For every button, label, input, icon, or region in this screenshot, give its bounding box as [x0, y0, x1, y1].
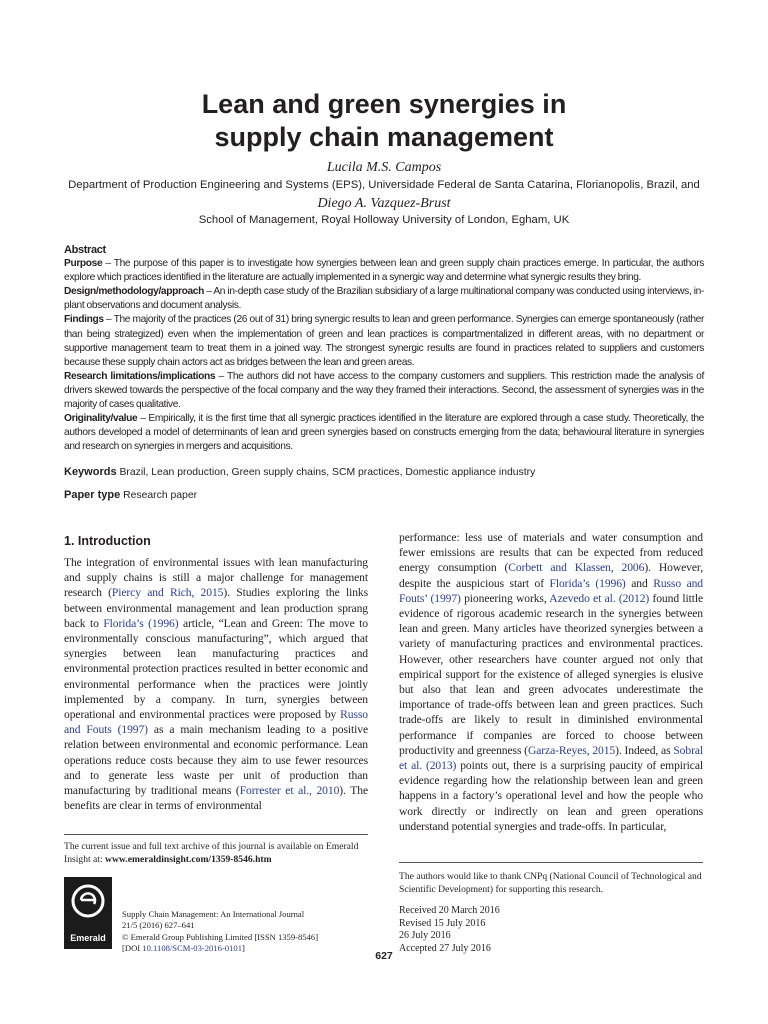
abstract-purpose	[64, 257, 704, 285]
originality-label: Originality/value	[64, 413, 138, 425]
archive-note-text: The current issue and full text archive of this journal is available on Emerald Insight at:	[64, 841, 359, 865]
logo-wordmark: Emerald	[70, 933, 106, 943]
publisher-logo	[64, 877, 112, 949]
abstract-limitations	[64, 370, 704, 412]
affiliation-1: Department of Production Engineering and Systems (EPS), Universidade Federal de Santa Catarina, Florianopolis, Brazil, and	[68, 179, 700, 191]
citation-link[interactable]: Garza-Reyes, 2015	[527, 743, 616, 757]
findings-label: Findings	[64, 314, 104, 326]
author-2: Diego A. Vazquez-Brust	[317, 196, 451, 211]
keywords-label: Keywords	[64, 466, 117, 478]
limitations-text: – The authors did not have access to the company customers and suppliers. This restriction made the analysis of drivers skewed towards the perspective of the focal company and the way they framed their interactions. Second, the assessment of synergies was in the majority of cases qualitative.	[64, 370, 704, 411]
journal-volume: 21/5 (2016) 627–641	[122, 920, 195, 931]
body-text: found little evidence of rigorous academic research in the synergies between lean and green. Many articles have theorized synergies between a variety of manufacturing practices and environmental practices. However, other researchers have counter argued not only that empirical support for the existence of alleged synergies is elusive but also that lean and green advocates underestimate the importance of trade-offs between lean and green practices. Such trade-offs are likely to result in diminished environmental performance if companies are forced to choose between productivity and greenness (	[399, 591, 703, 757]
page-number: 627	[375, 950, 393, 962]
citation-link[interactable]: Piercy and Rich, 2015	[111, 586, 224, 600]
citation-link[interactable]: Sobral et al. (2013)	[399, 743, 703, 773]
intro-paragraph-right	[399, 530, 703, 834]
keywords	[64, 465, 704, 480]
article-title	[0, 88, 768, 154]
affiliation-2: School of Management, Royal Holloway University of London, Egham, UK	[198, 214, 570, 226]
abstract-design	[64, 285, 704, 313]
footnote-divider-right	[399, 862, 703, 863]
journal-name: Supply Chain Management: An International Journal	[122, 909, 305, 919]
date-revised-2: 26 July 2016	[399, 930, 451, 942]
body-text: as a main mechanism leading to a positive relation between environmental and economic performance. Lean operations reduce costs because they aim to use fewer resources and to generate less waste per unit of production than manufacturing by traditional means (	[64, 723, 369, 798]
date-accepted: Accepted 27 July 2016	[399, 942, 491, 954]
citation-link[interactable]: Russo and Fouts’ (1997)	[399, 576, 704, 605]
body-text: ). The benefits are clear in terms of environmental	[64, 784, 368, 813]
journal-info	[122, 909, 318, 954]
design-label: Design/methodology/approach	[64, 286, 204, 298]
originality-text: – Empirically, it is the first time that all synergic practices identified in the literature are explored through a case study. Theoretically, the authors developed a model of determinants of lean and green synergies based on constructs emerging from the data; behavioural literature in synergies and research on synergies in mergers and acquisitions.	[64, 413, 704, 453]
abstract-findings	[64, 313, 704, 369]
date-revised: Revised 15 July 2016	[399, 917, 486, 929]
title-line-2: supply chain management	[214, 122, 554, 152]
body-text: article, “Lean and Green: The move to environmentally conscious manufacturing”, which argued that synergies between lean manufacturing practices and environmental protection practices resulted in better economic and environmental performance when the practices were jointly implemented by a company. In turn, synergies between operational and environmental practices were proposed by	[64, 616, 369, 722]
right-column	[399, 530, 703, 834]
limitations-label: Research limitations/implications	[64, 370, 216, 382]
archive-url-link[interactable]: www.emeraldinsight.com/1359-8546.htm	[105, 854, 272, 865]
journal-copyright: © Emerald Group Publishing Limited [ISSN 1359-8546]	[122, 931, 319, 942]
left-column	[64, 555, 368, 813]
intro-paragraph-left	[64, 555, 368, 813]
article-dates	[399, 905, 500, 955]
date-received: Received 20 March 2016	[399, 905, 500, 916]
purpose-text: – The purpose of this paper is to investigate how synergies between lean and green supply chain practices emerge. In particular, the authors explore which practices identified in the literature are actually implemented in a synergic way and determine what synergic results they bring.	[64, 258, 704, 284]
footnote-divider-left	[64, 834, 368, 835]
citation-link[interactable]: Russo and Fouts (1997)	[64, 708, 368, 737]
abstract-originality	[64, 412, 704, 454]
body-text: pioneering works,	[460, 591, 550, 605]
abstract-heading: Abstract	[64, 244, 106, 256]
paper-type	[64, 488, 704, 503]
body-text: ). Indeed, as	[615, 743, 674, 757]
author-1: Lucila M.S. Campos	[326, 160, 442, 175]
paper-type-text: Research paper	[120, 490, 198, 501]
body-text: and	[625, 576, 654, 590]
citation-link[interactable]: Forrester et al., 2010	[239, 784, 340, 798]
citation-link[interactable]: Florida’s (1996)	[549, 576, 626, 590]
emerald-e-icon	[70, 883, 106, 919]
citation-link[interactable]: Azevedo et al. (2012)	[549, 591, 650, 605]
archive-note	[64, 840, 374, 866]
doi-suffix: ]	[242, 942, 245, 953]
acknowledgement-note: The authors would like to thank CNPq (National Council of Technological and Scientific Development) for supporting this research.	[399, 871, 702, 895]
purpose-label: Purpose	[64, 258, 103, 270]
section-heading-introduction: 1. Introduction	[64, 534, 151, 548]
doi-link[interactable]: 10.1108/SCM-03-2016-0101	[142, 942, 243, 953]
body-text: ). However, despite the auspicious start of	[399, 561, 703, 590]
doi-prefix: [DOI	[122, 942, 143, 953]
abstract	[64, 243, 704, 454]
body-text: The integration of environmental issues with lean manufacturing and supply chains is still a major challenge for management research (	[64, 556, 368, 600]
keywords-text: Brazil, Lean production, Green supply chains, SCM practices, Domestic appliance industry	[116, 467, 536, 478]
body-text: points out, there is a surprising paucity of empirical evidence regarding how the relationship between lean and green happens in a factory’s operational level and how the people who work directly or indirectly on lean and green operations understand potential synergies and trade-offs. In particular,	[399, 759, 703, 833]
title-line-1: Lean and green synergies in	[201, 89, 567, 119]
citation-link[interactable]: Corbett and Klassen, 2006	[508, 561, 645, 575]
body-text: performance: less use of materials and water consumption and fewer emissions are results that can be expected from reduced energy consumption (	[399, 531, 703, 575]
citation-link[interactable]: Florida’s (1996)	[103, 616, 179, 630]
findings-text: – The majority of the practices (26 out of 31) bring synergic results to lean and green performance. Synergies can emerge spontaneously (rather than being strategized) even when the implementation of green and lean practices is compartmentalized in different areas, with no department or supportive management team to treat them in a joined way. The strongest synergic results are found in practices related to suppliers and customers because these supply chain actors act as bridges between the lean and green areas.	[64, 314, 704, 368]
paper-type-label: Paper type	[64, 489, 121, 501]
body-text: ). Studies exploring the links between environmental management and lean production sprang back to	[64, 586, 369, 630]
design-text: – An in-depth case study of the Brazilian subsidiary of a large multinational company was conducted using interviews, in-plant observations and document analysis.	[64, 286, 704, 312]
